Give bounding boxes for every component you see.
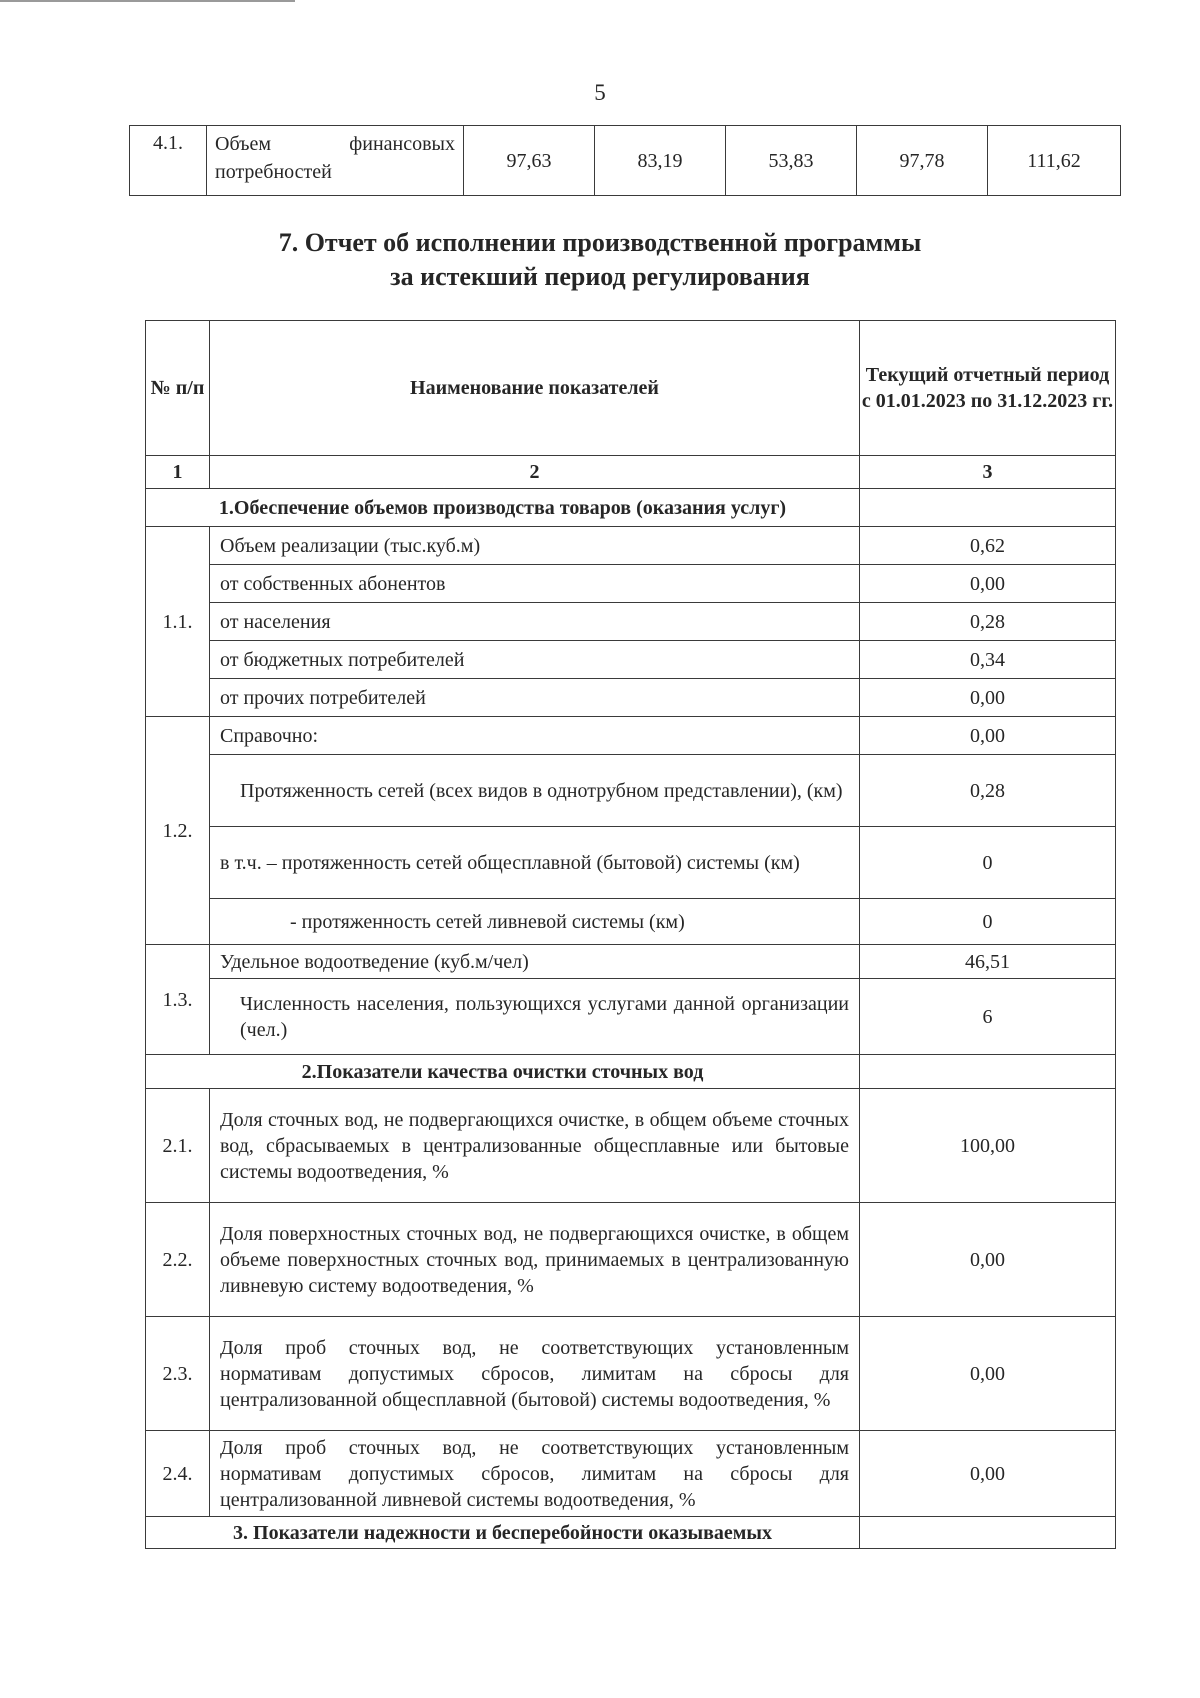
row-value: 6 [860, 979, 1116, 1055]
row-label: Протяженность сетей (всех видов в однотрубном представлении), (км) [210, 755, 860, 827]
table-row [146, 1431, 1116, 1517]
scan-edge-line [0, 0, 295, 2]
section-1-title: 1.Обеспечение объемов производства товаров (оказания услуг) [146, 489, 860, 527]
page-number: 5 [594, 80, 606, 105]
column-numbering-row [146, 456, 1116, 489]
value-cell: 97,78 [857, 126, 988, 196]
financial-needs-table [129, 125, 1121, 196]
production-program-table [145, 320, 1116, 1549]
value-cell: 83,19 [595, 126, 726, 196]
row-value: 46,51 [860, 945, 1116, 979]
row-label: Справочно: [210, 717, 860, 755]
table-row [146, 899, 1116, 945]
row-label: от собственных абонентов [210, 565, 860, 603]
section-3-title: 3. Показатели надежности и бесперебойности оказываемых [146, 1517, 860, 1549]
row-value: 0,00 [860, 679, 1116, 717]
row-value: 0,00 [860, 717, 1116, 755]
row-number: 1.1. [146, 527, 210, 717]
row-label: Удельное водоотведение (куб.м/чел) [210, 945, 860, 979]
row-value: 0 [860, 827, 1116, 899]
section-row [146, 489, 1116, 527]
row-label: от бюджетных потребителей [210, 641, 860, 679]
empty-cell [860, 489, 1116, 527]
row-label: - протяженность сетей ливневой системы (км) [210, 899, 860, 945]
header-col-period: Текущий отчетный период с 01.01.2023 по 31.12.2023 гг. [860, 321, 1116, 456]
heading-line-1: 7. Отчет об исполнении производственной программы [278, 228, 922, 257]
section-row [146, 1517, 1116, 1549]
table-row [146, 945, 1116, 979]
table-row [146, 565, 1116, 603]
section-heading [0, 226, 1200, 294]
empty-cell [860, 1055, 1116, 1089]
value-cell: 111,62 [988, 126, 1121, 196]
row-value: 0 [860, 899, 1116, 945]
table-row [146, 603, 1116, 641]
row-label: Численность населения, пользующихся услугами данной организации (чел.) [210, 979, 860, 1055]
table-row [146, 679, 1116, 717]
row-label: от населения [210, 603, 860, 641]
row-value: 0,34 [860, 641, 1116, 679]
row-number: 2.4. [146, 1431, 210, 1517]
row-value: 0,28 [860, 603, 1116, 641]
table-row [130, 126, 1121, 196]
row-label: Доля проб сточных вод, не соответствующих установленным нормативам допустимых сбросов, лимитам на сбросы для централизованной общесплавной (бытовой) системы водоотведения, % [210, 1317, 860, 1431]
row-label: Доля проб сточных вод, не соответствующих установленным нормативам допустимых сбросов, лимитам на сбросы для централизованной ливневой системы водоотведения, % [210, 1431, 860, 1517]
table-row [146, 1203, 1116, 1317]
column-index: 2 [210, 456, 860, 489]
section-row [146, 1055, 1116, 1089]
row-label: Доля поверхностных сточных вод, не подвергающихся очистке, в общем объеме поверхностных сточных вод, принимаемых в централизованную ливневую систему водоотведения, % [210, 1203, 860, 1317]
value-cell: 53,83 [726, 126, 857, 196]
row-value: 0,00 [860, 1203, 1116, 1317]
row-number: 2.3. [146, 1317, 210, 1431]
table-row [146, 979, 1116, 1055]
row-label: от прочих потребителей [210, 679, 860, 717]
table-row [146, 755, 1116, 827]
empty-cell [860, 1517, 1116, 1549]
row-number: 2.2. [146, 1203, 210, 1317]
column-index: 3 [860, 456, 1116, 489]
row-label: в т.ч. – протяженность сетей общесплавной (бытовой) системы (км) [210, 827, 860, 899]
table-row [146, 527, 1116, 565]
row-value: 0,28 [860, 755, 1116, 827]
row-value: 0,62 [860, 527, 1116, 565]
row-value: 100,00 [860, 1089, 1116, 1203]
header-col-name: Наименование показателей [210, 321, 860, 456]
row-number: 1.2. [146, 717, 210, 945]
column-index: 1 [146, 456, 210, 489]
table-row [146, 1317, 1116, 1431]
section-2-title: 2.Показатели качества очистки сточных вод [146, 1055, 860, 1089]
value-cell: 97,63 [464, 126, 595, 196]
row-number: 1.3. [146, 945, 210, 1055]
heading-line-2: за истекший период регулирования [390, 262, 810, 291]
table-row [146, 641, 1116, 679]
row-value: 0,00 [860, 565, 1116, 603]
row-label: Объем реализации (тыс.куб.м) [210, 527, 860, 565]
table-row [146, 1089, 1116, 1203]
row-value: 0,00 [860, 1317, 1116, 1431]
row-value: 0,00 [860, 1431, 1116, 1517]
header-col-number: № п/п [146, 321, 210, 456]
row-number: 2.1. [146, 1089, 210, 1203]
table-row [146, 827, 1116, 899]
row-label: Объем финансовых потребностей [207, 126, 464, 196]
table-header-row [146, 321, 1116, 456]
row-label: Доля сточных вод, не подвергающихся очистке, в общем объеме сточных вод, сбрасываемых в централизованные общесплавные или бытовые системы водоотведения, % [210, 1089, 860, 1203]
table-row [146, 717, 1116, 755]
row-number: 4.1. [130, 126, 207, 196]
